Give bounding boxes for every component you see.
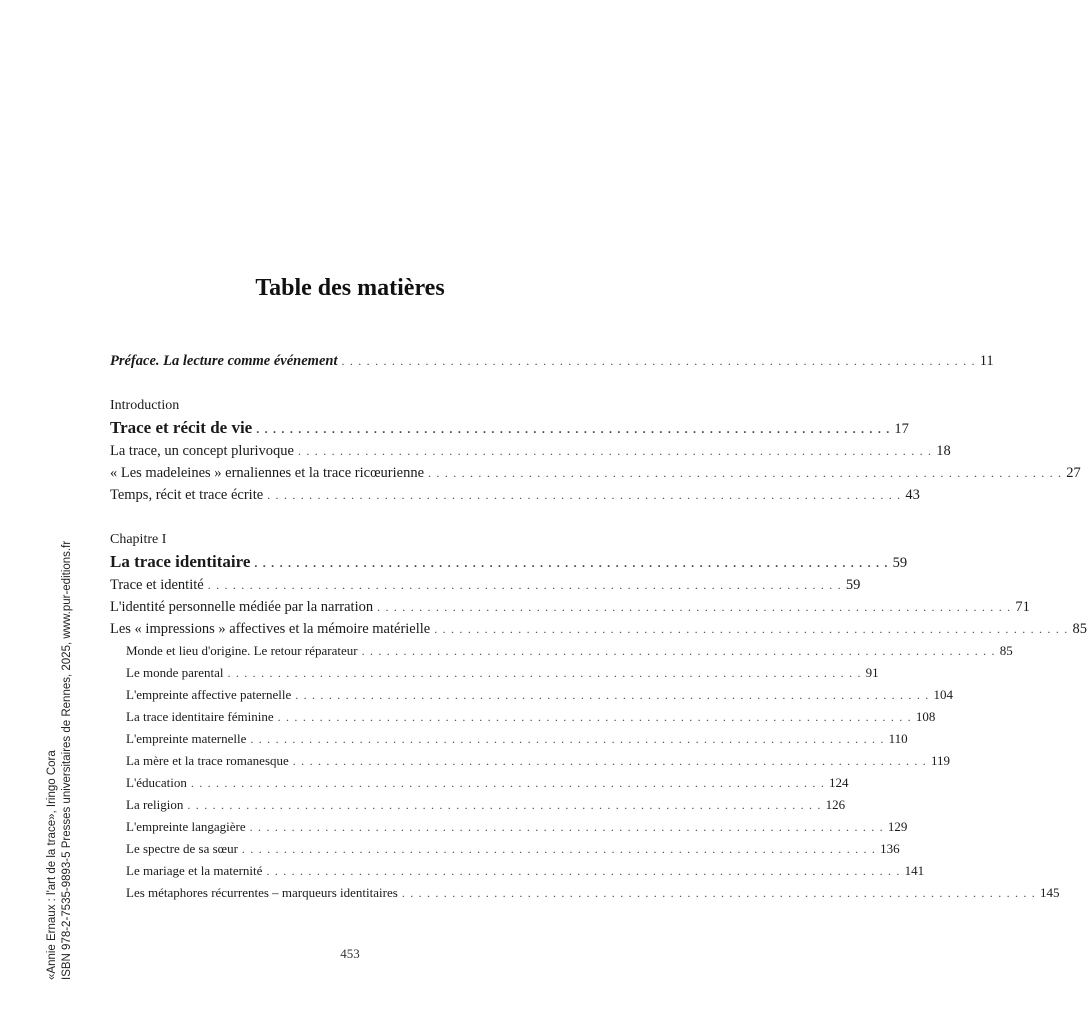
toc-page-number: 110 bbox=[888, 731, 908, 746]
toc-page-number: 141 bbox=[904, 863, 925, 878]
toc-subentry[interactable] bbox=[110, 794, 846, 816]
toc-entry[interactable] bbox=[110, 596, 1030, 618]
toc-page-number: 145 bbox=[1040, 885, 1060, 900]
toc-entry-label: Les « impressions » affectives et la mémoire matérielle bbox=[110, 621, 431, 637]
leader-dots: . . . . . . . . . . . . . . . . . . . . . . . . . . . . . . . . . . . . . . . . . . . . . . . . . . . . . . . . . . . . . . . . . . . . . . . . . . . . bbox=[207, 578, 842, 592]
toc-page-number: 43 bbox=[905, 487, 920, 503]
toc-page-number: 59 bbox=[845, 577, 861, 593]
toc-entry-preface[interactable] bbox=[110, 350, 994, 372]
leader-dots: . . . . . . . . . . . . . . . . . . . . . . . . . . . . . . . . . . . . . . . . . . . . . . . . . . . . . . . . . . . . . . . . . . . . . . . . . . . . bbox=[250, 732, 885, 746]
toc-heading-chapter-1[interactable] bbox=[110, 550, 908, 574]
toc-heading-label: La trace identitaire bbox=[110, 552, 251, 571]
toc-entry-label: La trace, un concept plurivoque bbox=[110, 443, 294, 459]
leader-dots: . . . . . . . . . . . . . . . . . . . . . . . . . . . . . . . . . . . . . . . . . . . . . . . . . . . . . . . . . . . . . . . . . . . . . . . . . . . . bbox=[401, 886, 1037, 900]
leader-dots: . . . . . . . . . . . . . . . . . . . . . . . . . . . . . . . . . . . . . . . . . . . . . . . . . . . . . . . . . . . . . . . . . . . . . . . . . . . . bbox=[256, 422, 891, 436]
toc-entry[interactable] bbox=[110, 440, 951, 462]
page-title: Table des matières bbox=[255, 275, 445, 301]
leader-dots: . . . . . . . . . . . . . . . . . . . . . . . . . . . . . . . . . . . . . . . . . . . . . . . . . . . . . . . . . . . . . . . . . . . . . . . . . . . . bbox=[267, 488, 902, 502]
leader-dots: . . . . . . . . . . . . . . . . . . . . . . . . . . . . . . . . . . . . . . . . . . . . . . . . . . . . . . . . . . . . . . . . . . . . . . . . . . . . bbox=[295, 688, 930, 702]
leader-dots: . . . . . . . . . . . . . . . . . . . . . . . . . . . . . . . . . . . . . . . . . . . . . . . . . . . . . . . . . . . . . . . . . . . . . . . . . . . . bbox=[190, 776, 826, 790]
toc-subentry-label: Le spectre de sa sœur bbox=[126, 841, 238, 856]
toc-heading-label: Trace et récit de vie bbox=[110, 418, 253, 437]
copyright-sidebar bbox=[30, 0, 73, 1025]
toc-entry[interactable] bbox=[110, 618, 1087, 640]
toc-page-number: 91 bbox=[865, 665, 879, 680]
page-number: 453 bbox=[340, 946, 360, 961]
leader-dots: . . . . . . . . . . . . . . . . . . . . . . . . . . . . . . . . . . . . . . . . . . . . . . . . . . . . . . . . . . . . . . . . . . . . . . . . . . . . bbox=[341, 354, 976, 368]
toc-page-number: 85 bbox=[999, 643, 1013, 658]
toc-subentry[interactable] bbox=[110, 728, 908, 750]
toc-subentry-label: Le mariage et la maternité bbox=[126, 863, 263, 878]
toc-page-number: 129 bbox=[887, 819, 908, 834]
leader-dots: . . . . . . . . . . . . . . . . . . . . . . . . . . . . . . . . . . . . . . . . . . . . . . . . . . . . . . . . . . . . . . . . . . . . . . . . . . . . bbox=[249, 820, 884, 834]
toc-entry[interactable] bbox=[110, 484, 920, 506]
leader-dots: . . . . . . . . . . . . . . . . . . . . . . . . . . . . . . . . . . . . . . . . . . . . . . . . . . . . . . . . . . . . . . . . . . . . . . . . . . . . bbox=[292, 754, 927, 768]
toc-subentry[interactable] bbox=[110, 860, 925, 882]
toc-entry-label: L'identité personnelle médiée par la narration bbox=[110, 599, 374, 615]
section-label-introduction: Introduction bbox=[110, 398, 180, 413]
leader-dots: . . . . . . . . . . . . . . . . . . . . . . . . . . . . . . . . . . . . . . . . . . . . . . . . . . . . . . . . . . . . . . . . . . . . . . . . . . . . bbox=[187, 798, 822, 812]
toc-page-number: 104 bbox=[933, 687, 953, 702]
toc-subentry[interactable] bbox=[110, 838, 900, 860]
leader-dots: . . . . . . . . . . . . . . . . . . . . . . . . . . . . . . . . . . . . . . . . . . . . . . . . . . . . . . . . . . . . . . . . . . . . . . . . . . . . bbox=[428, 466, 1063, 480]
toc-entry-label: Trace et identité bbox=[110, 577, 204, 593]
toc-subentry-label: La mère et la trace romanesque bbox=[126, 753, 289, 768]
toc-page-number: 17 bbox=[894, 421, 909, 437]
toc-entry-label: « Les madeleines » ernaliennes et la trace ricœurienne bbox=[110, 465, 425, 481]
toc-subentry-label: Le monde parental bbox=[126, 665, 224, 680]
toc-page-number: 126 bbox=[825, 797, 846, 812]
section-label-chapter-1: Chapitre I bbox=[110, 532, 167, 547]
leader-dots: . . . . . . . . . . . . . . . . . . . . . . . . . . . . . . . . . . . . . . . . . . . . . . . . . . . . . . . . . . . . . . . . . . . . . . . . . . . . bbox=[277, 710, 912, 724]
toc-subentry[interactable] bbox=[110, 640, 1013, 662]
toc-page-number: 27 bbox=[1066, 465, 1081, 481]
sidebar-line-2: ISBN 978-2-7535-9893-5 Presses universitaires de Rennes, 2025, www.pur-editions.fr bbox=[61, 540, 73, 980]
leader-dots: . . . . . . . . . . . . . . . . . . . . . . . . . . . . . . . . . . . . . . . . . . . . . . . . . . . . . . . . . . . . . . . . . . . . . . . . . . . . bbox=[434, 622, 1069, 636]
toc-entry-label: Préface. La lecture comme événement bbox=[110, 353, 338, 369]
toc-subentry-label: L'empreinte langagière bbox=[126, 819, 246, 834]
toc-subentry-label: L'empreinte maternelle bbox=[126, 731, 247, 746]
toc-subentry[interactable] bbox=[110, 706, 936, 728]
toc-page-number: 85 bbox=[1072, 621, 1087, 637]
toc-entry[interactable] bbox=[110, 574, 861, 596]
toc-subentry[interactable] bbox=[110, 662, 879, 684]
toc-subentry-label: La trace identitaire féminine bbox=[126, 709, 274, 724]
leader-dots: . . . . . . . . . . . . . . . . . . . . . . . . . . . . . . . . . . . . . . . . . . . . . . . . . . . . . . . . . . . . . . . . . . . . . . . . . . . . bbox=[361, 644, 996, 658]
toc-page-number: 136 bbox=[880, 841, 900, 856]
table-of-contents bbox=[110, 350, 1087, 904]
toc-subentry-label: L'éducation bbox=[126, 775, 187, 790]
toc-subentry-label: Monde et lieu d'origine. Le retour réparateur bbox=[126, 643, 358, 658]
toc-page-number: 18 bbox=[936, 443, 951, 459]
toc-entry[interactable] bbox=[110, 462, 1081, 484]
toc-page-number: 59 bbox=[892, 555, 908, 571]
toc-subentry[interactable] bbox=[110, 882, 1060, 904]
leader-dots: . . . . . . . . . . . . . . . . . . . . . . . . . . . . . . . . . . . . . . . . . . . . . . . . . . . . . . . . . . . . . . . . . . . . . . . . . . . . bbox=[298, 444, 933, 458]
toc-subentry-label: La religion bbox=[126, 797, 184, 812]
toc-page-number: 108 bbox=[915, 709, 936, 724]
toc-page-number: 71 bbox=[1015, 599, 1030, 615]
leader-dots: . . . . . . . . . . . . . . . . . . . . . . . . . . . . . . . . . . . . . . . . . . . . . . . . . . . . . . . . . . . . . . . . . . . . . . . . . . . . bbox=[266, 864, 901, 878]
toc-subentry[interactable] bbox=[110, 684, 953, 706]
toc-subentry[interactable] bbox=[110, 750, 951, 772]
leader-dots: . . . . . . . . . . . . . . . . . . . . . . . . . . . . . . . . . . . . . . . . . . . . . . . . . . . . . . . . . . . . . . . . . . . . . . . . . . . . bbox=[254, 556, 889, 570]
toc-page-number: 124 bbox=[829, 775, 849, 790]
leader-dots: . . . . . . . . . . . . . . . . . . . . . . . . . . . . . . . . . . . . . . . . . . . . . . . . . . . . . . . . . . . . . . . . . . . . . . . . . . . . bbox=[227, 666, 862, 680]
toc-subentry-label: L'empreinte affective paternelle bbox=[126, 687, 292, 702]
toc-subentry[interactable] bbox=[110, 772, 849, 794]
leader-dots: . . . . . . . . . . . . . . . . . . . . . . . . . . . . . . . . . . . . . . . . . . . . . . . . . . . . . . . . . . . . . . . . . . . . . . . . . . . . bbox=[377, 600, 1012, 614]
toc-subentry[interactable] bbox=[110, 816, 908, 838]
toc-heading-introduction[interactable] bbox=[110, 416, 909, 440]
toc-page-number: 119 bbox=[930, 753, 951, 768]
sidebar-line-1: «Annie Ernaux : l'art de la trace», Iringo Cora bbox=[46, 750, 58, 980]
leader-dots: . . . . . . . . . . . . . . . . . . . . . . . . . . . . . . . . . . . . . . . . . . . . . . . . . . . . . . . . . . . . . . . . . . . . . . . . . . . . bbox=[241, 842, 877, 856]
toc-subentry-label: Les métaphores récurrentes – marqueurs identitaires bbox=[126, 885, 398, 900]
toc-entry-label: Temps, récit et trace écrite bbox=[110, 487, 264, 503]
toc-page-number: 11 bbox=[979, 353, 994, 369]
